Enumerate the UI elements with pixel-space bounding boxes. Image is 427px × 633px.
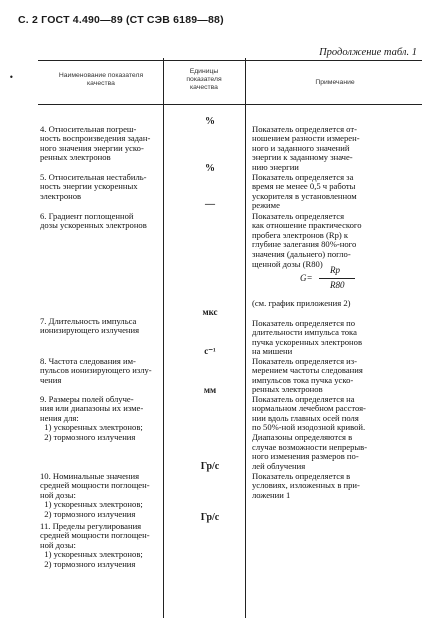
row-10-unit: Гр/с [200, 461, 220, 472]
row-10-note: Показатель определяется в условиях, изложенных в при- ложении 1 [252, 470, 360, 500]
row-6-note: Показатель определяется как отношение практического пробега электронов (Rp) к глубине залегания 80%-ного значения (дальнего) погло- щенной дозы (R80) [252, 210, 362, 269]
row-7-name: 7. Длительность импульса ионизирующего излучения [40, 315, 140, 336]
row-8-unit: с⁻¹ [204, 346, 216, 356]
column-header-name: Наименование показателя качества [58, 72, 144, 87]
column-header-unit: Единицы показателя качества [186, 68, 222, 91]
row-11-name: 11. Пределы регулирования средней мощности поглощен- ной дозы: 1) ускоренных электронов; 2) тормозного излучения [40, 520, 150, 569]
formula-fraction-bar [319, 278, 355, 279]
row-7-note: Показатель определяется по длительности импульса тока пучка ускоренных электронов на мишени [252, 317, 363, 357]
row-11-unit: Гр/с [200, 512, 220, 523]
row-4-name: 4. Относительная погреш- ность воспроизведения задан- ного значения энергии уско- ренных электронов [40, 123, 151, 163]
table-top-rule [38, 60, 422, 61]
formula-denominator: R80 [330, 280, 345, 290]
row-5-note: Показатель определяется за время не менее 0,5 ч работы ускорителя в установленном режиме [252, 171, 357, 211]
row-9-name: 9. Размеры полей облуче- ния или диапазоны их изме- нения для: 1) ускоренных электронов; 2) тормозного излучения [40, 393, 144, 442]
row-6-unit: — [205, 199, 215, 210]
row-7-unit: мкс [202, 307, 218, 317]
row-6-name: 6. Градиент поглощенной дозы ускоренных электронов [40, 210, 147, 231]
row-9-unit: мм [203, 385, 217, 395]
formula-numerator: Rp [330, 265, 340, 275]
row-8-note: Показатель определяется из- мерением частоты следования импульсов тока пучка уско- ренных электронов [252, 355, 363, 395]
row-4-unit: % [205, 116, 215, 127]
row-8-name: 8. Частота следования им- пульсов ионизирующего излу- чения [40, 355, 152, 385]
page-header: С. 2 ГОСТ 4.490—89 (СТ СЭВ 6189—88) [18, 14, 224, 26]
column-header-note: Примечание [315, 79, 355, 86]
row-4-note: Показатель определяется от- ношением разности измерен- ного и заданного значений энергии к заданному значе- нию энергии [252, 123, 360, 172]
formula-lhs: G= [300, 273, 313, 283]
row-5-name: 5. Относительная нестабиль- ность энергии ускоренных электронов [40, 171, 147, 201]
row-6-note-after: (см. график приложения 2) [252, 298, 351, 308]
row-5-unit: % [205, 163, 215, 174]
table-header-rule [38, 104, 422, 105]
row-10-name: 10. Номинальные значения средней мощности поглощен- ной дозы: 1) ускоренных электронов; 2) тормозного излучения [40, 470, 150, 519]
table-continuation-label: Продолжение табл. 1 [319, 47, 417, 58]
row-9-note: Показатель определяется на нормальном лечебном расстоя- нии вдоль главных осей поля по 50%-ной изодозной кривой. Диапазоны определяются в случае возможности непрерыв- ного изменения размеров по- лей облучения [252, 393, 368, 471]
margin-mark: • [9, 73, 14, 82]
column-divider-2 [245, 58, 246, 618]
column-divider-1 [163, 58, 164, 618]
